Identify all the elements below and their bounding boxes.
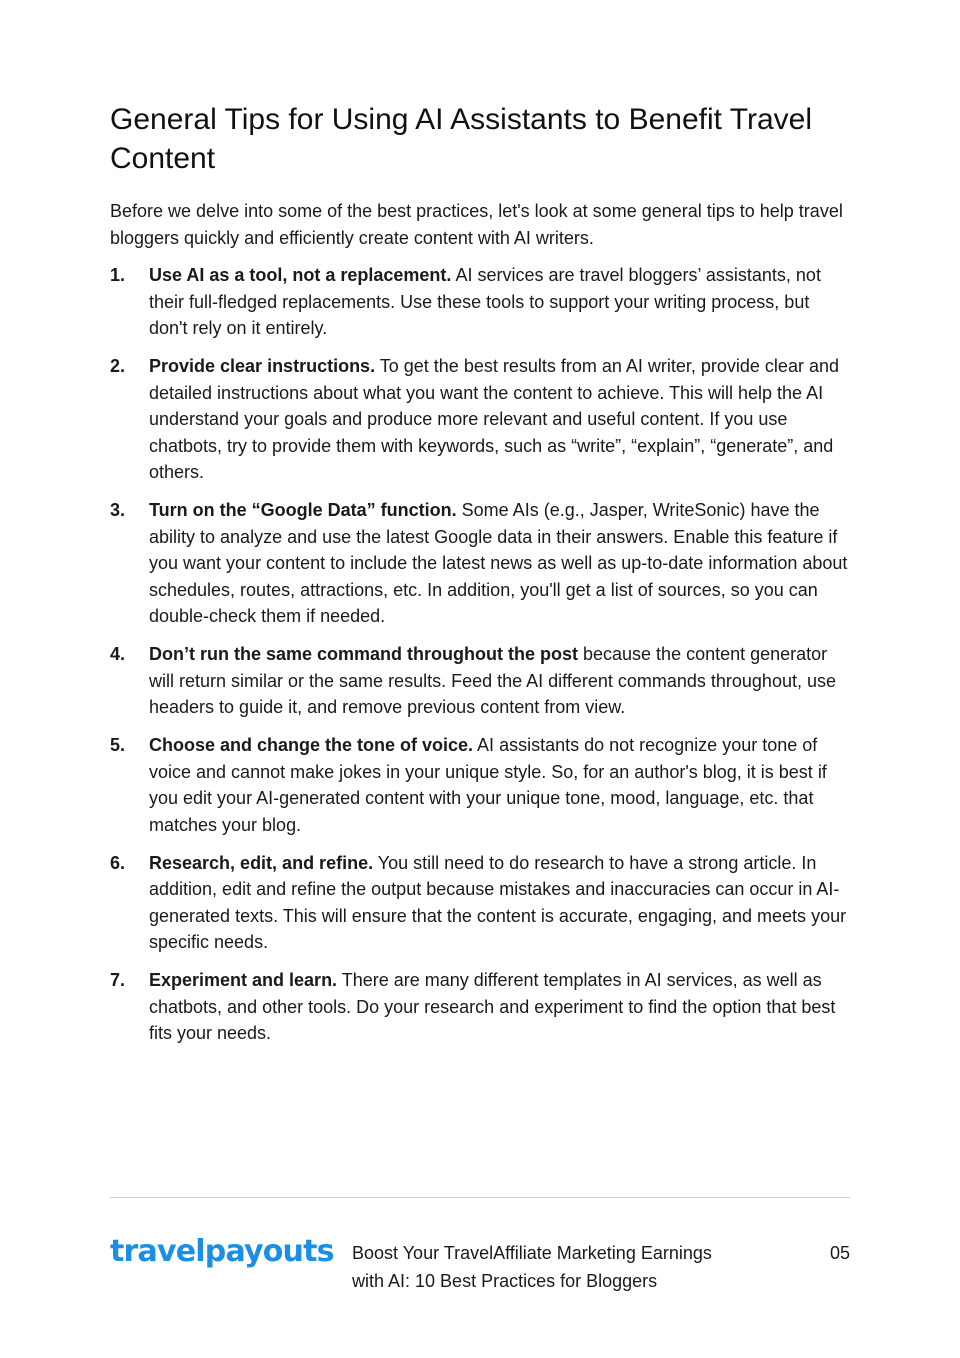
document-title — [352, 1239, 772, 1295]
footer-divider — [110, 1197, 850, 1198]
list-item-number: 5. — [110, 735, 126, 755]
tips-list — [110, 262, 850, 1058]
list-item — [110, 262, 850, 342]
list-item-number: 3. — [110, 500, 126, 520]
list-item-title: Experiment and learn. — [149, 970, 338, 990]
document-title-line: with AI: 10 Best Practices for Bloggers — [352, 1271, 658, 1291]
list-item — [110, 850, 850, 956]
list-item-number: 2. — [110, 356, 126, 376]
list-item-title: Don’t run the same command throughout the post — [149, 644, 578, 664]
list-item-number: 4. — [110, 644, 126, 664]
page-title: General Tips for Using AI Assistants to Benefit Travel Content — [110, 103, 812, 175]
intro-paragraph: Before we delve into some of the best practices, let's look at some general tips to help travel bloggers quickly and efficiently create content with AI writers. — [110, 201, 843, 248]
list-item — [110, 353, 850, 486]
list-item-text: You still need to do research to have a strong article. In addition, edit and refine the output because mistakes and inaccuracies can occur in AI-generated texts. This will ensure that the content is accurate, engaging, and meets your specific needs. — [149, 852, 847, 952]
list-item-number: 6. — [110, 852, 126, 873]
list-item-text: Some AIs (e.g., Jasper, WriteSonic) have the ability to analyze and use the latest Google data in their answers. Enable this feature if you want your content to include the latest news as well as up-to-date information about schedules, routes, attractions, etc. In addition, you'll get a list of sources, so you can double-check them if needed. — [149, 500, 848, 626]
list-item-title: Provide clear instructions. — [149, 356, 376, 376]
list-item-text: AI assistants do not recognize your tone of voice and cannot make jokes in your unique style. So, for an author's blog, it is best if you edit your AI-generated content with your unique tone, mood, language, etc. that matches your blog. — [149, 735, 827, 835]
list-item-text: There are many different templates in AI services, as well as chatbots, and other tools. Do your research and experiment to find the option that best fits your needs. — [149, 970, 836, 1043]
list-item — [110, 497, 850, 630]
list-item-text: because the content generator will return similar or the same results. Feed the AI different commands throughout, use headers to guide it, and remove previous content from view. — [149, 644, 836, 717]
list-item — [110, 967, 850, 1047]
list-item-text: To get the best results from an AI writer, provide clear and detailed instructions about what you want the content to achieve. This will help the AI understand your goals and produce more relevant and useful content. If you use chatbots, try to provide them with keywords, such as “write”, “explain”, “generate”, and others. — [149, 356, 839, 482]
list-item-title: Research, edit, and refine. — [149, 852, 374, 873]
list-item-number: 1. — [110, 265, 126, 285]
page-number: 05 — [829, 1243, 850, 1263]
document-title-line: Boost Your TravelAffiliate Marketing Earnings — [352, 1243, 712, 1263]
list-item-title: Turn on the “Google Data” function. — [149, 500, 457, 520]
list-item — [110, 732, 850, 838]
travelpayouts-logo: travelpayouts — [110, 1234, 334, 1269]
list-item-title: Use AI as a tool, not a replacement. — [149, 265, 452, 285]
list-item-number: 7. — [110, 970, 126, 990]
list-item — [110, 641, 850, 721]
list-item-text: AI services are travel bloggers’ assistants, not their full-fledged replacements. Use these tools to support your writing process, but don't rely on it entirely. — [149, 265, 821, 338]
list-item-title: Choose and change the tone of voice. — [149, 735, 474, 755]
